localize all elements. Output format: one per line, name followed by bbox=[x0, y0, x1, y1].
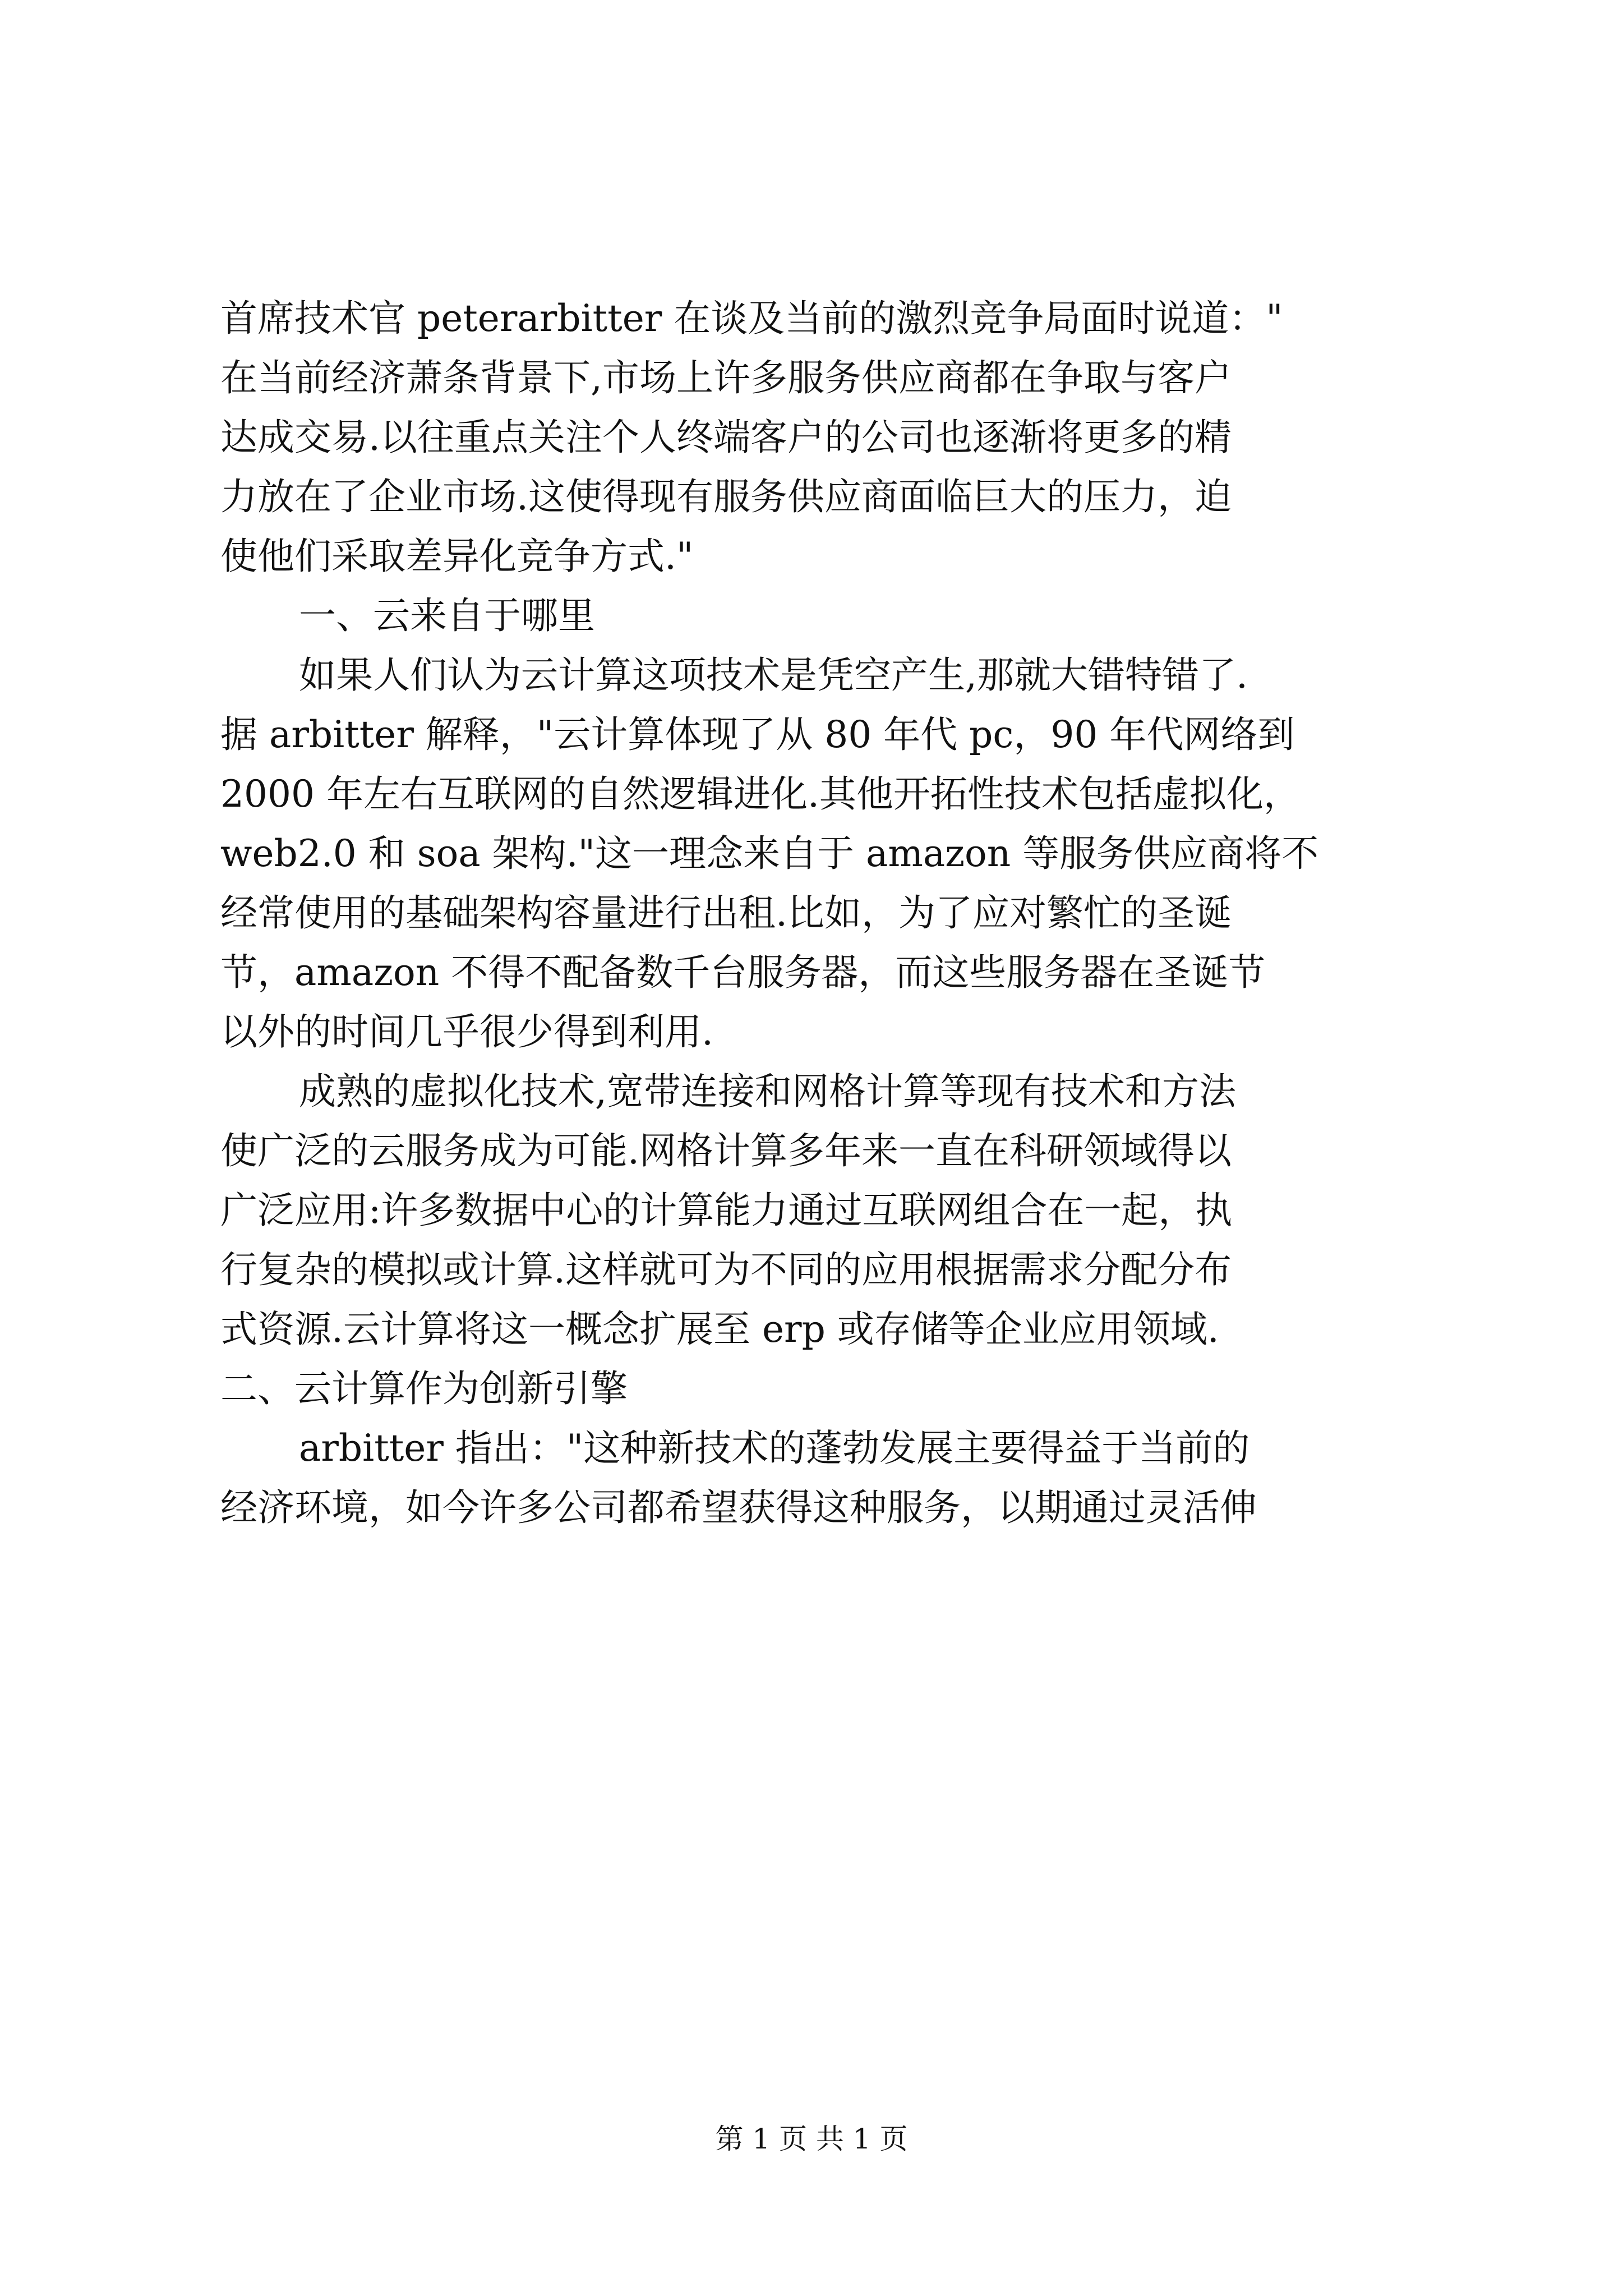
text-line: 节，amazon 不得不配备数千台服务器，而这些服务器在圣诞节 bbox=[220, 951, 1266, 994]
text-line: 在当前经济萧条背景下,市场上许多服务供应商都在争取与客户 bbox=[220, 356, 1232, 399]
page-number-footer: 第 1 页 共 1 页 bbox=[715, 2123, 908, 2155]
text-line: 使广泛的云服务成为可能.网格计算多年来一直在科研领域得以 bbox=[220, 1129, 1232, 1172]
text-line: 首席技术官 peterarbitter 在谈及当前的激烈竞争局面时说道：" bbox=[220, 297, 1283, 340]
text-line: 经常使用的基础架构容量进行出租.比如，为了应对繁忙的圣诞 bbox=[220, 891, 1232, 935]
text-line: 行复杂的模拟或计算.这样就可为不同的应用根据需求分配分布 bbox=[220, 1248, 1232, 1291]
text-line: 式资源.云计算将这一概念扩展至 erp 或存储等企业应用领域. bbox=[220, 1308, 1219, 1351]
text-line: 力放在了企业市场.这使得现有服务供应商面临巨大的压力，迫 bbox=[220, 475, 1232, 518]
text-line: 如果人们认为云计算这项技术是凭空产生,那就大错特错了. bbox=[299, 654, 1248, 697]
text-line: 达成交易.以往重点关注个人终端客户的公司也逐渐将更多的精 bbox=[220, 416, 1232, 459]
text-line: 使他们采取差异化竞争方式." bbox=[220, 535, 694, 578]
text-line: 广泛应用:许多数据中心的计算能力通过互联网组合在一起，执 bbox=[220, 1189, 1233, 1232]
section-heading: 一、云来自于哪里 bbox=[299, 594, 595, 637]
text-line: 以外的时间几乎很少得到利用. bbox=[220, 1010, 713, 1053]
text-line: 经济环境，如今许多公司都希望获得这种服务，以期通过灵活伸 bbox=[220, 1486, 1257, 1529]
text-line: 成熟的虚拟化技术,宽带连接和网格计算等现有技术和方法 bbox=[299, 1070, 1236, 1113]
text-line: web2.0 和 soa 架构."这一理念来自于 amazon 等服务供应商将不 bbox=[220, 832, 1319, 875]
section-heading: 二、云计算作为创新引擎 bbox=[220, 1367, 628, 1410]
document-body bbox=[220, 289, 1443, 1538]
text-line: 2000 年左右互联网的自然逻辑进化.其他开拓性技术包括虚拟化， bbox=[220, 772, 1301, 816]
text-line: 据 arbitter 解释，"云计算体现了从 80 年代 pc，90 年代网络到 bbox=[220, 713, 1295, 756]
text-line: arbitter 指出："这种新技术的蓬勃发展主要得益于当前的 bbox=[299, 1427, 1250, 1470]
